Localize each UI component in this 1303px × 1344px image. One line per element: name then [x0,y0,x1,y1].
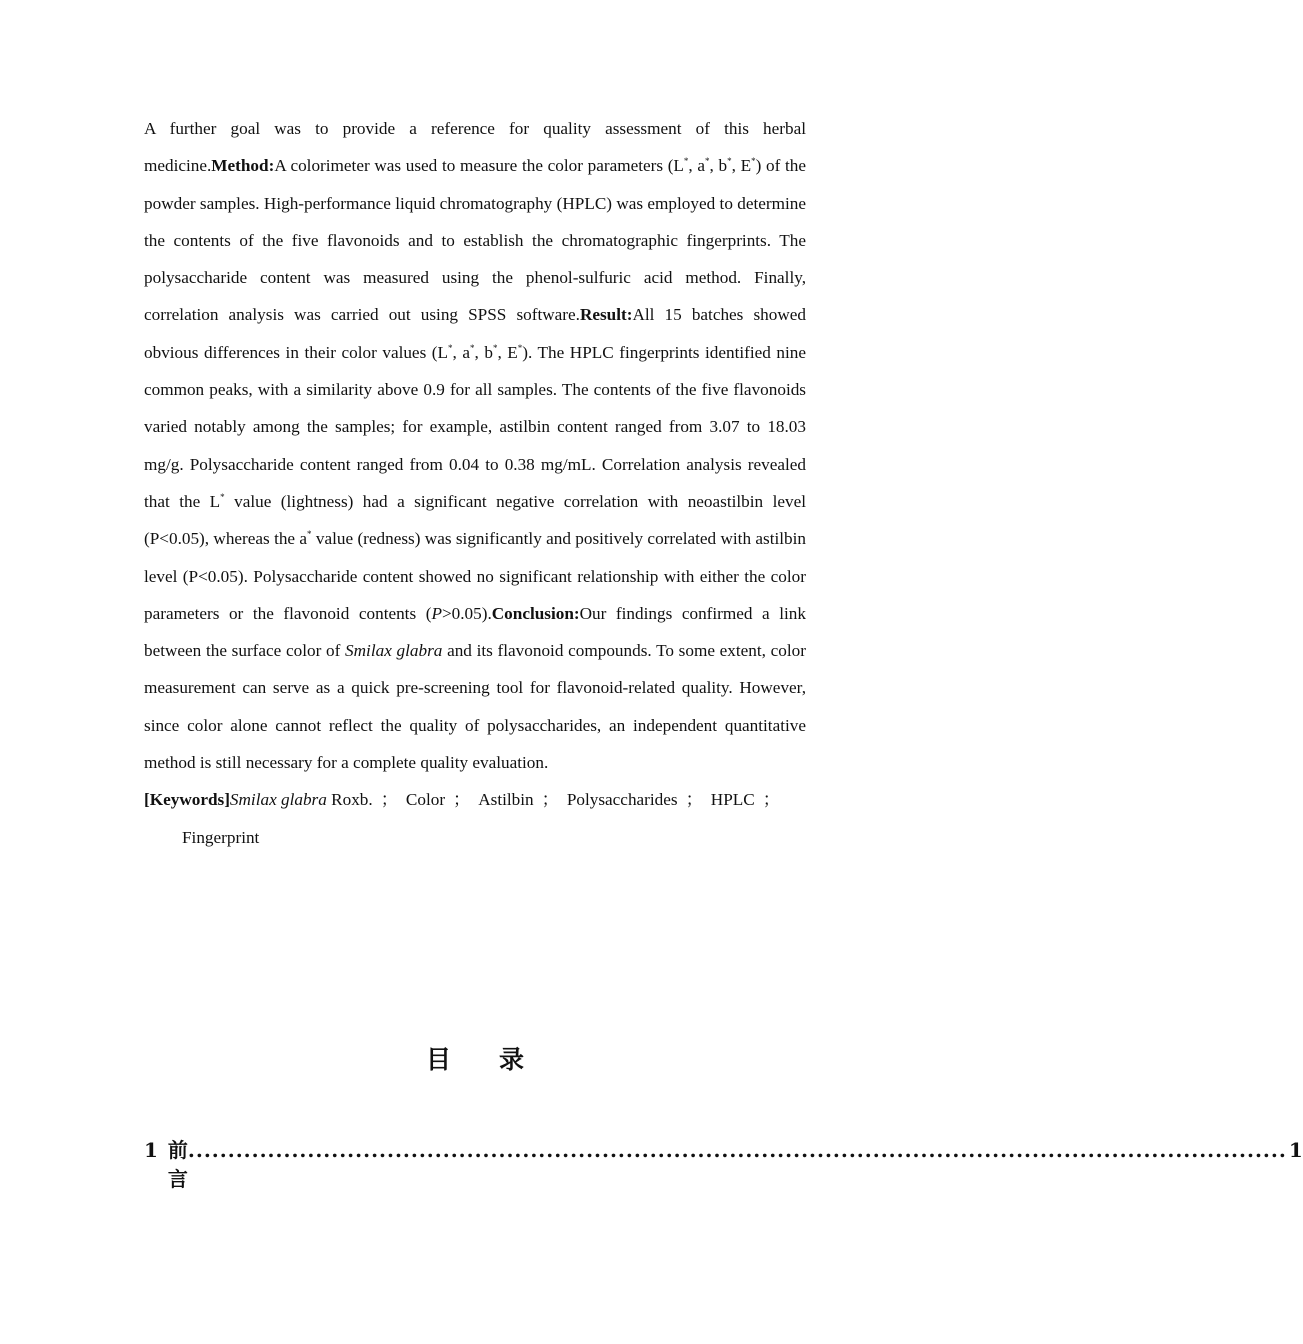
abstract-text: value (redness) was significantly and positively correlated with astilbin level (P<0.05). Polysaccharide content showed no significant relationship with either the color parameters or the flavonoid contents ( [144,529,806,623]
keyword-separator: ； [453,790,471,810]
separator: , [688,156,698,176]
keyword-separator: ； [762,790,780,810]
abstract-paragraph [144,110,806,781]
superscript: * [727,156,732,167]
keyword-separator: ； [541,790,559,810]
param-a: a [697,156,706,176]
abstract-text: Our findings confirmed a link between the surface color of [144,603,806,661]
keyword-separator: ； [685,790,703,810]
param-e: E [507,342,518,362]
toc-heading: 目录 [425,1045,572,1074]
superscript: * [448,342,453,353]
separator: , [497,342,508,362]
superscript: * [492,342,498,353]
abstract-text: and its flavonoid compounds. To some extent, color measurement can serve as a quick pre-screening tool for flavonoid-related quality. However, since color alone cannot reflect the quality of polysaccharides, an independent quantitative method is still necessary for a complete quality evaluation. [144,641,806,773]
toc-entry[interactable] [144,1134,1303,1192]
keyword-separator: ； [380,790,398,810]
abstract-text: value (lightness) had a significant negative correlation with neoastilbin level (P<0.05), whereas the a [144,491,806,549]
species-name: Smilax glabra [345,641,443,661]
p-value-symbol: P [431,603,442,623]
separator: , [474,342,485,362]
param-a: a [462,342,471,362]
superscript: * [751,156,756,167]
keywords-line [144,781,806,856]
abstract-text: All 15 batches showed obvious differences in their color values (L [144,305,806,362]
superscript: * [220,491,225,502]
abstract-text: A colorimeter was used to measure the color parameters (L [274,156,684,176]
keyword-species: Smilax glabra [229,790,327,810]
conclusion-label: Conclusion: [491,603,580,623]
keyword-item: Color [405,790,446,810]
keyword-item: Fingerprint [182,827,260,847]
param-b: b [718,156,728,176]
toc-entry-number: 1 [144,1138,158,1162]
param-e: E [740,156,752,176]
superscript: * [517,342,523,353]
keywords-label: [Keywords] [144,790,230,810]
superscript: * [683,156,689,167]
keyword-item: Polysaccharides [566,790,678,810]
abstract-text: ). The HPLC fingerprints identified nine common peaks, with a similarity above 0.9 for all samples. The contents of the five flavonoids varied notably among the samples; for example, astilbin content ranged from 3.07 to 18.03 mg/g. Polysaccharide content ranged from 0.04 to 0.38 mg/mL. Correlation analysis revealed that the L [144,342,807,511]
separator: , [452,342,463,362]
abstract-text: >0.05). [441,603,492,623]
keyword-item: HPLC [710,790,755,810]
result-label: Result: [579,305,633,325]
abstract-text: ) of the powder samples. High-performance liquid chromatography (HPLC) was employed to determine the contents of the five flavonoids and to establish the chromatographic fingerprints. The polysaccharide content was measured using the phenol-sulfuric acid method. Finally, correlation analysis was carried out using SPSS software. [144,156,807,325]
superscript: * [307,529,312,540]
keyword-authority: Roxb. [326,790,373,810]
toc-entry-page: 1 [1288,1138,1303,1162]
abstract-text: A further goal was to provide a reference for quality assessment of this herbal medicine. [144,119,806,176]
toc-leader-dots: .......................................................................................................................................... [187,1138,1287,1162]
superscript: * [705,156,710,167]
page-body [144,110,1303,1191]
separator: , [731,156,741,176]
separator: , [709,156,719,176]
param-b: b [484,342,493,362]
method-label: Method: [211,156,275,176]
keyword-item: Astilbin [478,790,534,810]
superscript: * [470,342,475,353]
toc-entry-title: 前言 [167,1138,188,1191]
